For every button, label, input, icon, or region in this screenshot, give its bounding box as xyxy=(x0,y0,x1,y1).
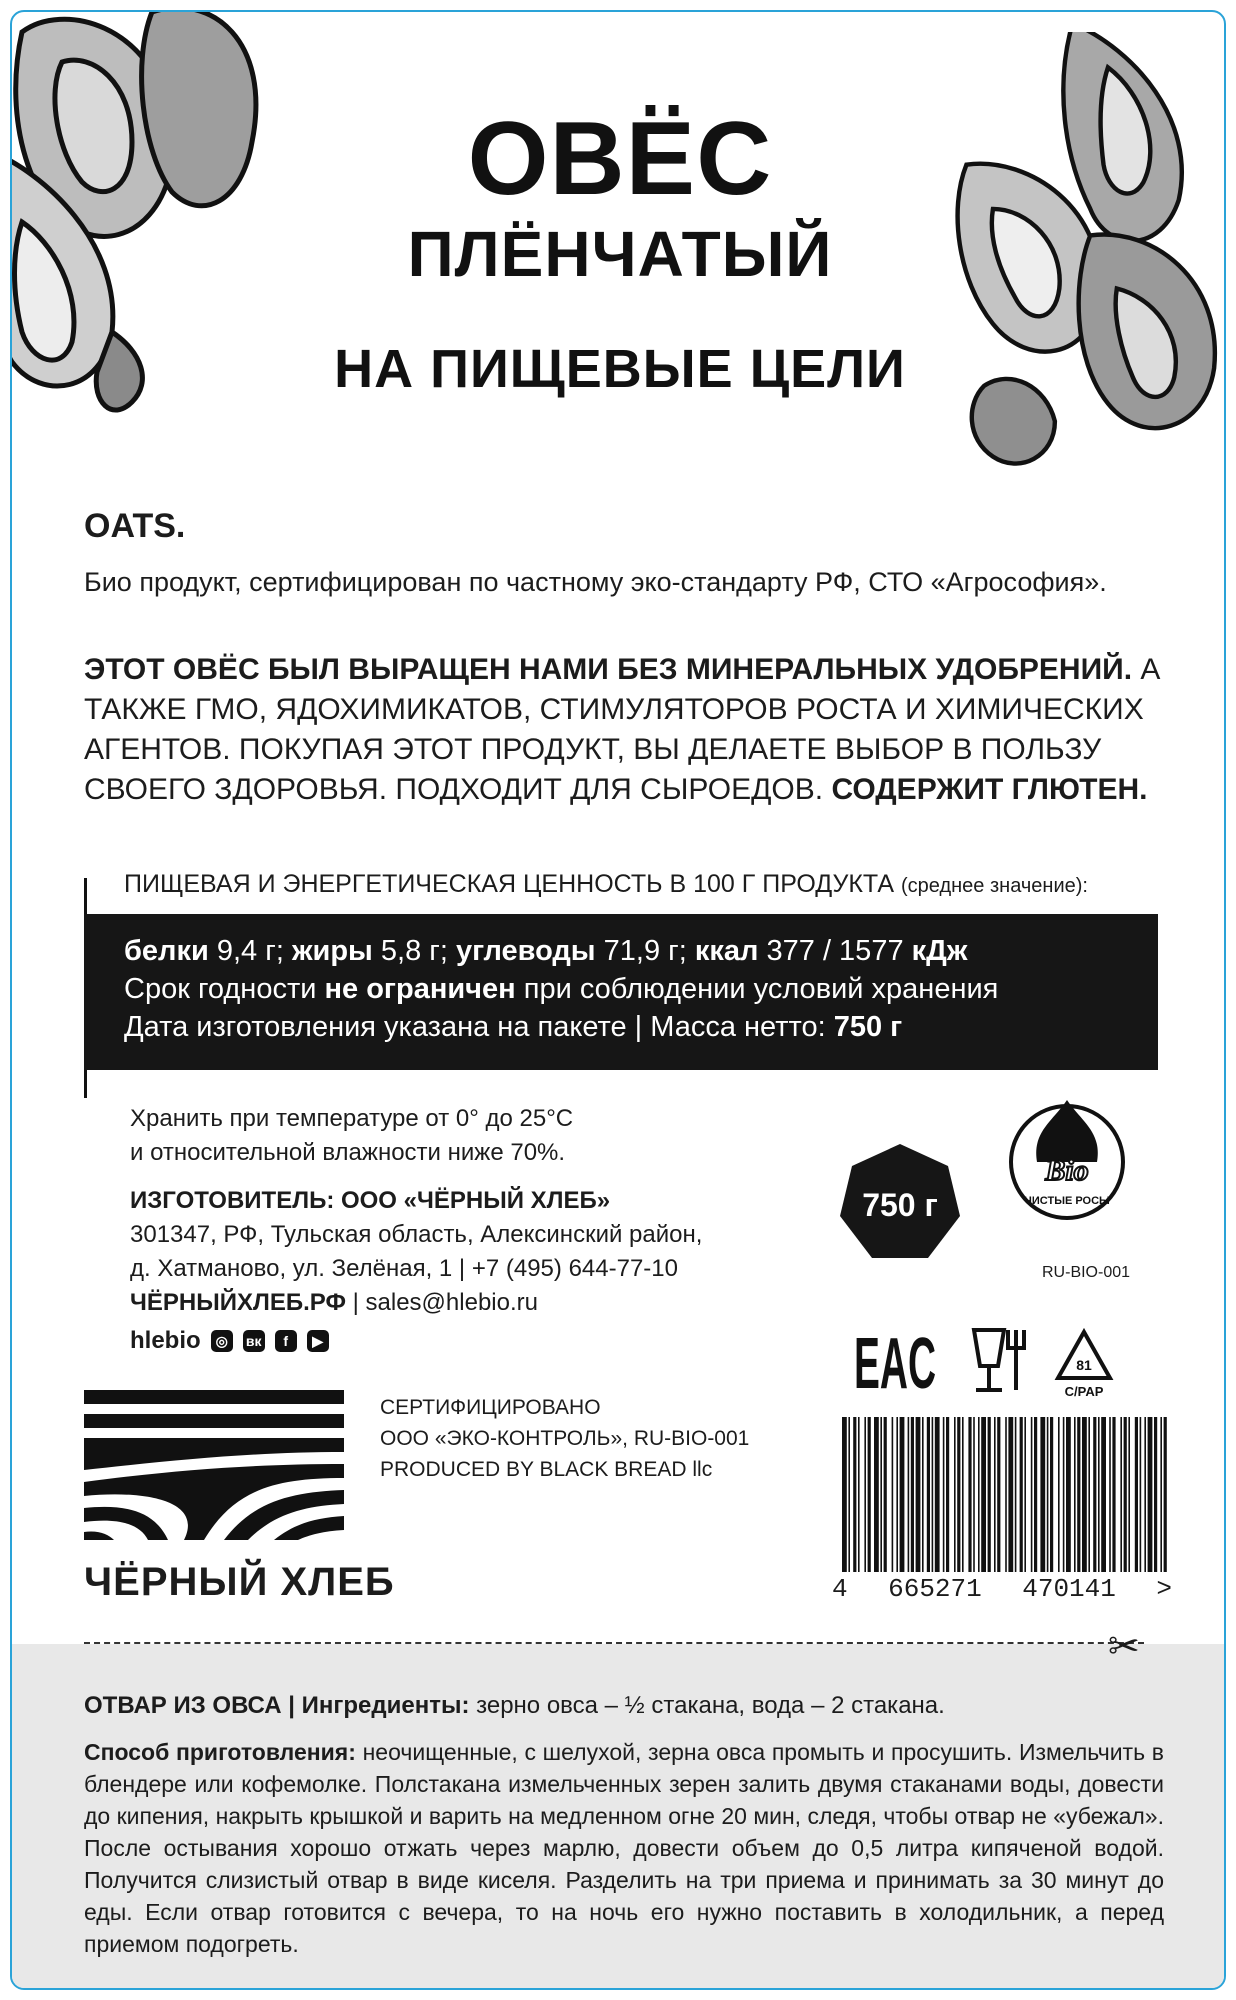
manufacturer-block xyxy=(130,1184,702,1320)
shelf-life-condition: при соблюдении условий хранения xyxy=(523,973,999,1005)
vk-icon: вк xyxy=(243,1330,265,1352)
barcode-bar xyxy=(1154,1417,1157,1572)
barcode-bar xyxy=(1031,1417,1033,1572)
barcode-bar xyxy=(968,1417,971,1572)
storage-line-2: и относительной влажности ниже 70%. xyxy=(130,1139,566,1166)
barcode-bar xyxy=(927,1417,930,1572)
manufacturer-label: ИЗГОТОВИТЕЛЬ: ООО «ЧЁРНЫЙ ХЛЕБ» xyxy=(130,1187,611,1214)
shelf-life-line xyxy=(124,970,1158,1008)
youtube-icon: ▶ xyxy=(307,1330,329,1352)
barcode-bar xyxy=(978,1417,980,1572)
recipe-title xyxy=(84,1692,945,1720)
barcode-bar xyxy=(1128,1417,1130,1572)
barcode-bar xyxy=(1005,1417,1007,1572)
product-description xyxy=(84,650,1164,810)
cut-line xyxy=(84,1642,1144,1644)
kcal-value: 377 / 1577 xyxy=(766,935,904,967)
weight-badge-text: 750 г xyxy=(862,1187,938,1223)
eco-certification-logo xyxy=(1002,1092,1132,1222)
barcode-bar xyxy=(1040,1417,1045,1572)
net-weight-value: 750 г xyxy=(833,1011,903,1043)
barcode-bar xyxy=(946,1417,949,1572)
barcode-digit-group-1: 665271 xyxy=(888,1574,982,1604)
eco-code: RU-BIO-001 xyxy=(1042,1264,1131,1281)
shelf-life-value: не ограничен xyxy=(324,973,516,1005)
nutrition-heading-note: (среднее значение): xyxy=(901,875,1088,897)
nutrition-heading xyxy=(124,870,1088,899)
barcode-bar xyxy=(848,1417,850,1572)
barcode-bar xyxy=(908,1417,910,1572)
recycle-code: C/PAP xyxy=(1064,1384,1104,1399)
nutrition-facts-band xyxy=(84,914,1158,1070)
barcode-bar xyxy=(932,1417,934,1572)
barcode-bar xyxy=(1135,1417,1138,1572)
barcode-bar xyxy=(880,1417,882,1572)
shelf-life-label: Срок годности xyxy=(124,973,317,1005)
fat-value: 5,8 г; xyxy=(380,935,448,967)
barcode-bar xyxy=(922,1417,924,1572)
barcode-bar xyxy=(916,1417,921,1572)
carb-value: 71,9 г; xyxy=(603,935,687,967)
product-purpose: НА ПИЩЕВЫЕ ЦЕЛИ xyxy=(334,339,906,399)
barcode-bar xyxy=(997,1417,1000,1572)
barcode-bar xyxy=(842,1417,847,1572)
barcode-bar xyxy=(1160,1417,1162,1572)
barcode-bar xyxy=(1024,1417,1026,1572)
barcode-bar xyxy=(884,1417,887,1572)
description-text: А ТАКЖЕ ГМО, ЯДОХИМИКАТОВ, СТИМУЛЯТОРОВ РОСТА И ХИМИЧЕСКИХ АГЕНТОВ. ПОКУПАЯ ЭТОТ ПРОДУКТ, ВЫ ДЕЛАЕТЕ ВЫБОР В ПОЛЬЗУ СВОЕГО ЗДОРОВЬЯ. ПОДХОДИТ ДЛЯ СЫРОЕДОВ. xyxy=(84,653,1161,806)
recipe-method-text: неочищенные, с шелухой, зерна овса промыть и просушить. Измельчить в блендере или кофемолке. Полстакана измельченных зерен залить двумя стаканами воды, довести до кипения, накрыть крышкой и варить на медленном огне 20 мин, следя, чтобы отвар не «убежал». После остывания хорошо отжать через марлю, довести объем до 0,5 литра кипяченой водой. Получится слизистый отвар в виде киселя. Разделить на три приема и принимать за 30 минут до еды. Если отвар готовится с вечера, то на ночь его нужно поставить в холодильник, а перед приемом подогреть. xyxy=(84,1739,1164,1957)
protein-label: белки xyxy=(124,935,209,967)
barcode-bar xyxy=(1098,1417,1100,1572)
facebook-icon: f xyxy=(275,1330,297,1352)
label-frame xyxy=(10,10,1226,1990)
brand-name: ЧЁРНЫЙ ХЛЕБ xyxy=(84,1560,395,1604)
barcode-bar xyxy=(864,1417,866,1572)
barcode-bar xyxy=(954,1417,956,1572)
product-subtitle: ПЛЁНЧАТЫЙ xyxy=(407,218,833,290)
barcode-bar xyxy=(1088,1417,1090,1572)
eco-logo-bio-text: Bio xyxy=(1045,1154,1089,1187)
barcode-bar xyxy=(900,1417,905,1572)
recipe-method-label: Способ приготовления: xyxy=(84,1739,356,1765)
barcode-bar xyxy=(1050,1417,1053,1572)
barcode-bar xyxy=(911,1417,914,1572)
barcode-bar xyxy=(1144,1417,1146,1572)
barcode-bar xyxy=(868,1417,871,1572)
barcode-bar xyxy=(1074,1417,1076,1572)
bio-certification-line: Био продукт, сертифицирован по частному эко-стандарту РФ, СТО «Агрософия». xyxy=(84,567,1107,597)
barcode-bar xyxy=(1058,1417,1060,1572)
barcode-bar xyxy=(1140,1417,1142,1572)
barcode-bar xyxy=(1093,1417,1096,1572)
barcode-bar xyxy=(892,1417,894,1572)
cert-line-3: PRODUCED BY BLACK BREAD llc xyxy=(380,1458,713,1481)
nutrition-heading-text: ПИЩЕВАЯ И ЭНЕРГЕТИЧЕСКАЯ ЦЕННОСТЬ В 100 Г ПРОДУКТА xyxy=(124,870,895,898)
barcode-digit-group-2: 470141 xyxy=(1022,1574,1116,1604)
certification-block xyxy=(380,1392,749,1485)
carb-label: углеводы xyxy=(455,935,596,967)
barcode-bar xyxy=(1047,1417,1049,1572)
social-handles xyxy=(130,1327,329,1355)
manufacturer-address-1: 301347, РФ, Тульская область, Алексинский район, xyxy=(130,1221,703,1248)
barcode-digits xyxy=(832,1574,1172,1604)
gluten-warning: СОДЕРЖИТ ГЛЮТЕН. xyxy=(831,773,1148,806)
barcode-bar xyxy=(1020,1417,1023,1572)
barcode-end-marker: > xyxy=(1156,1574,1172,1604)
barcode-bar xyxy=(874,1417,879,1572)
barcode-bar xyxy=(853,1417,856,1572)
barcode-bar xyxy=(1008,1417,1013,1572)
barcode-bar xyxy=(1082,1417,1087,1572)
compliance-marks xyxy=(854,1322,1194,1402)
barcode-bar xyxy=(1164,1417,1167,1572)
cert-line-2: ООО «ЭКО-КОНТРОЛЬ», RU-BIO-001 xyxy=(380,1427,750,1450)
barcode-bar xyxy=(988,1417,991,1572)
nutrition-values-line xyxy=(124,932,1158,970)
instagram-icon: ◎ xyxy=(211,1330,233,1352)
recycle-number: 81 xyxy=(1076,1357,1092,1373)
barcode-bar xyxy=(1063,1417,1065,1572)
kj-label: кДж xyxy=(911,935,968,967)
weight-badge xyxy=(836,1140,964,1268)
eac-mark: EAC xyxy=(854,1324,936,1402)
barcode-bar xyxy=(1112,1417,1115,1572)
barcode-bar xyxy=(962,1417,964,1572)
barcode-bar xyxy=(994,1417,996,1572)
recipe-ingredients: зерно овса – ½ стакана, вода – 2 стакана. xyxy=(476,1692,945,1719)
barcode-bar xyxy=(973,1417,975,1572)
recipe-title-bold: ОТВАР ИЗ ОВСА | Ингредиенты: xyxy=(84,1692,470,1719)
barcode-bar xyxy=(1124,1417,1127,1572)
storage-line-1: Хранить при температуре от 0° до 25°С xyxy=(130,1105,574,1132)
recycling-icon xyxy=(1058,1332,1110,1399)
net-weight-line xyxy=(124,1008,1158,1046)
description-bold: ЭТОТ ОВЁС БЫЛ ВЫРАЩЕН НАМИ БЕЗ МИНЕРАЛЬНЫХ УДОБРЕНИЙ. xyxy=(84,653,1133,686)
barcode-bar xyxy=(1109,1417,1111,1572)
date-and-weight-label: Дата изготовления указана на пакете | Масса нетто: xyxy=(124,1011,826,1043)
recipe-method xyxy=(84,1736,1164,1960)
barcode-bar xyxy=(943,1417,945,1572)
cert-line-1: СЕРТИФИЦИРОВАНО xyxy=(380,1396,601,1419)
kcal-label: ккал xyxy=(694,935,759,967)
barcode-bar xyxy=(896,1417,898,1572)
barcode-bar xyxy=(1066,1417,1071,1572)
protein-value: 9,4 г; xyxy=(216,935,284,967)
barcode-bar xyxy=(858,1417,860,1572)
barcode-bar xyxy=(1148,1417,1153,1572)
barcode-bar xyxy=(957,1417,960,1572)
social-handle: hlebio xyxy=(130,1327,201,1354)
english-name: OATS. xyxy=(84,507,186,545)
eco-logo-caption: ЧИСТЫЕ РОСЫ xyxy=(1024,1195,1110,1207)
fat-label: жиры xyxy=(291,935,373,967)
food-contact-icon xyxy=(974,1330,1024,1390)
manufacturer-website: ЧЁРНЫЙХЛЕБ.РФ xyxy=(130,1289,346,1316)
brand-logo xyxy=(84,1390,344,1540)
barcode-bar xyxy=(1077,1417,1080,1572)
barcode-bar xyxy=(1101,1417,1106,1572)
barcode-digit-1: 4 xyxy=(832,1574,848,1604)
barcode-bar xyxy=(1015,1417,1017,1572)
barcode-bar xyxy=(981,1417,986,1572)
barcode-bar xyxy=(935,1417,940,1572)
barcode xyxy=(838,1417,1168,1572)
storage-conditions xyxy=(130,1102,573,1170)
barcode-bar xyxy=(1034,1417,1037,1572)
product-title: ОВЁС xyxy=(467,101,773,217)
barcode-bar xyxy=(1120,1417,1122,1572)
scissors-icon: ✂ xyxy=(1108,1626,1140,1668)
manufacturer-email: | sales@hlebio.ru xyxy=(352,1289,538,1316)
manufacturer-address-2: д. Хатманово, ул. Зелёная, 1 | +7 (495) 644-77-10 xyxy=(130,1255,678,1282)
